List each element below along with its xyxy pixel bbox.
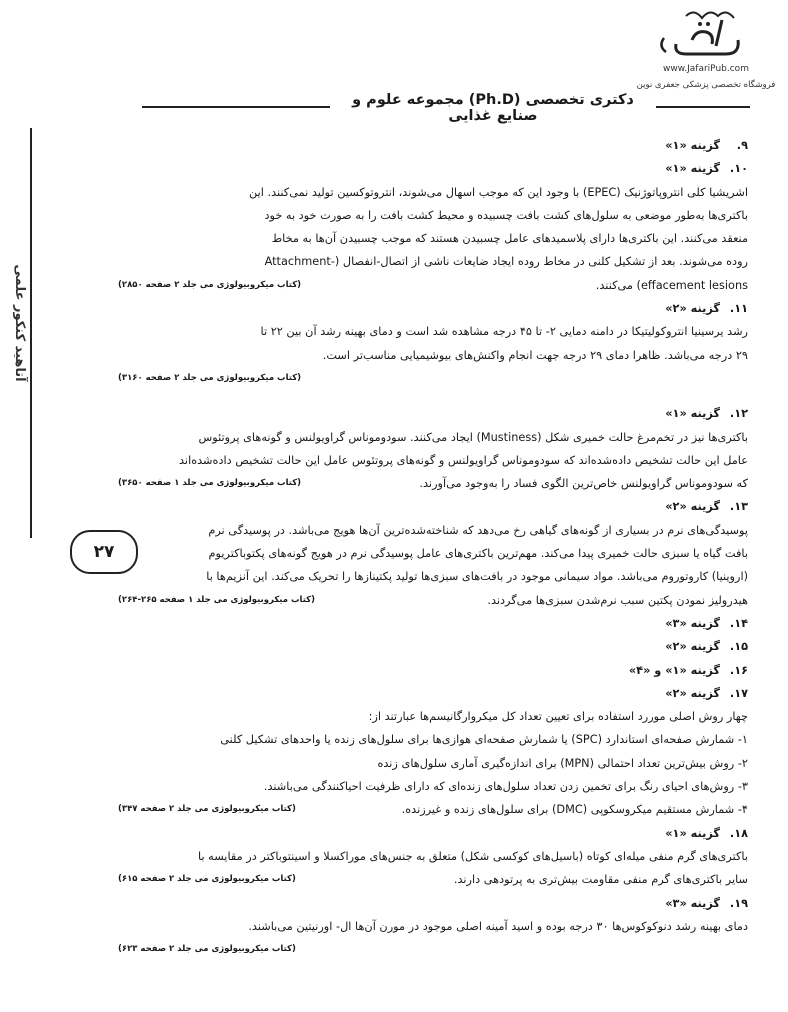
answer-label: گزینه «۱» [665,407,720,421]
answer-item-10 [118,157,748,180]
answer-label: گزینه «۱» [665,826,720,840]
source-row [118,938,748,961]
answer-label: گزینه «۱» [665,162,720,176]
item-number: ۱۷. [729,686,748,700]
source-citation: (کتاب میکروبیولوژی می جلد ۲ صفحه ۳۱۶۰) [118,372,302,383]
source-citation: (کتاب میکروبیولوژی می جلد ۲ صفحه ۶۱۵) [118,874,296,885]
item-number: ۱۸. [729,826,748,840]
explanation-last-row [118,798,748,821]
explanation-line: عامل این حالت تشخیص داده‌شده‌اند که سودوموناس گراویولنس و گونه‌های پروتئوس عامل این حالت تشخیص داده‌شده‌اند [179,453,748,467]
explanation-line: باکتری‌های گرم منفی میله‌ای کوتاه (باسیل‌های کوکسی شکل) متعلق به جنس‌های موراکسلا و اسینتوباکتر در مقایسه با [198,849,748,863]
side-tab-text: آتاهید کنکور علمی [12,264,27,382]
explanation-line: هیدرولیز نمودن پکتین سبب نرم‌شدن سبزی‌ها می‌گردند. [487,593,748,607]
item-number: ۱۶. [729,663,748,677]
item-number: ۱۵. [729,640,748,654]
explanation-line: ۴- شمارش مستقیم میکروسکوپی (DMC) برای سلول‌های زنده و غیرزنده. [401,803,748,817]
explanation-line: پوسیدگی‌های نرم در بسیاری از گونه‌های گیاهی رخ می‌دهد که شناخته‌شده‌ترین آن‌ها هویج می‌باشد. در پوسیدگی نرم [208,523,748,537]
explanation-line: چهار روش اصلی موررد استفاده برای تعیین تعداد کل میکروارگانیسم‌ها عبارتند از: [368,710,748,724]
source-citation: (کتاب میکروبیولوژی می جلد ۲ صفحه ۳۴۷) [118,804,296,815]
item-number: ۱۴. [729,616,748,630]
answer-list [118,134,748,961]
answer-label: گزینه «۳» [665,616,720,630]
source-citation: (کتاب میکروبیولوژی می جلد ۱ صفحه ۳۶۵۰) [118,478,302,489]
explanation-line: effacement lesions) می‌کنند. [595,278,748,292]
answer-item-19 [118,892,748,915]
explanation-line: سایر باکتری‌های گرم منفی مقاومت بیش‌تری به پرتودهی دارند. [453,873,748,887]
answer-item-18 [118,822,748,845]
answer-label: گزینه «۲» [665,640,720,654]
source-citation: (کتاب میکروبیولوژی می جلد ۲ صفحه ۶۲۳) [118,944,296,955]
explanation-last-row [118,274,748,297]
publisher-shop-name: فروشگاه تخصصی پزشکی جعفری نوین [636,80,776,90]
item-number: ۱۰. [729,162,748,176]
source-citation: (کتاب میکروبیولوژی می جلد ۱ صفحه ۲۶۵-۲۶۴) [118,594,315,605]
explanation-line: بافت گیاه یا سبزی حالت خمیری پیدا می‌کند. مهم‌ترین باکتری‌های عامل پوسیدگی نرم در هویج گونه‌های پکتوباکتریوم [208,547,748,561]
answer-item-13 [118,495,748,518]
explanation-line: روده می‌شوند. بعد از تشکیل کلنی در مخاط روده ایجاد ضایعات ناشی از اتصال-انفصال (-Attachment [264,255,748,269]
item-number: ۱۱. [729,302,748,316]
page-title: دکتری تخصصی (Ph.D) مجموعه علوم و صنایع غذایی [330,92,656,124]
answer-item-11 [118,297,748,320]
explanation-last-row [118,589,748,612]
answer-label: گزینه «۲» [665,686,720,700]
page-number: ۲۷ [70,530,138,574]
answer-label: گزینه «۱» و «۴» [628,663,720,677]
explanation-line: دمای بهینه رشد دنوکوکوس‌ها ۳۰ درجه بوده و اسید آمینه اصلی موجود در مورن آن‌ها ال- اورنیتین می‌باشند. [248,919,748,933]
source-row [118,367,748,390]
explanation-line: باکتری‌ها نیز در تخم‌مرغ حالت خمیری شکل (Mustiness) ایجاد می‌کنند. سودوموناس گراویولنس و گونه‌های پروتئوس [198,430,748,444]
explanation-last-row [118,868,748,891]
answer-item-9 [118,134,748,157]
explanation-line: رشد یرسینیا انتروکولیتیکا در دامنه دمایی ۲- تا ۴۵ درجه مشاهده شد است و دمای بهینه رشد آن بین ۲۲ تا [260,325,748,339]
explanation-line: ۲۹ درجه می‌باشد. ظاهرا دمای ۲۹ درجه جهت انجام واکنش‌های بیوشیمیایی مناسب‌تر است. [322,348,748,362]
answer-label: گزینه «۳» [665,896,720,910]
explanation-line: ۱- شمارش صفحه‌ای استاندارد (SPC) یا شمارش صفحه‌ای هوازی‌ها برای سلول‌های زنده یا واحدهای تشکیل کلنی [220,733,748,747]
jafari-logo-icon [656,10,756,62]
explanation-line: اشریشیا کلی انتروپاتوژنیک (EPEC) با وجود این که موجب اسهال می‌شوند، انتروتوکسین تولید نمی‌کنند. این [249,185,748,199]
answer-item-16 [118,659,748,682]
answer-item-17 [118,682,748,705]
item-number: ۱۹. [729,896,748,910]
source-citation: (کتاب میکروبیولوژی می جلد ۲ صفحه ۲۸۵۰) [118,279,302,290]
answer-item-15 [118,635,748,658]
explanation-line: ۲- روش بیش‌ترین تعداد احتمالی (MPN) برای اندازه‌گیری آماری سلول‌های زنده [377,756,748,770]
explanation-line: منعقد می‌کنند. این باکتری‌ها دارای پلاسمیدهای عامل چسبیدن هستند که موجب چسبیدن آن‌ها به مخاط [271,232,748,246]
publisher-logo [636,8,776,90]
explanation-line: باکتری‌ها به‌طور موضعی به سلول‌های کشت بافت چسبیده و محیط کشت بافت را به صورت خود به خود [264,208,748,222]
publisher-url[interactable]: www.JafariPub.com [663,64,749,74]
answer-item-14 [118,612,748,635]
explanation-last-row [118,472,748,495]
answer-label: گزینه «۲» [665,500,720,514]
explanation-line: ۳- روش‌های احیای رنگ برای تخمین زدن تعداد سلول‌های زنده‌ای که دارای ظرفیت احیاکنندگی می‌باشند. [263,780,748,794]
answer-label: گزینه «۲» [665,302,720,316]
answer-label: گزینه «۱» [665,139,720,152]
answer-item-12 [118,402,748,425]
item-number: ۱۳. [729,500,748,514]
explanation-line: (اروینیا) کاروتوروم می‌باشد. مواد سیمانی موجود در بافت‌های سبزی‌ها تولید پکتینازها را تحریک می‌کند. این آنزیم‌ها با [206,570,748,584]
item-number: ۹. [736,139,748,152]
item-number: ۱۲. [729,407,748,421]
explanation-line: که سودوموناس گراویولنس خاص‌ترین الگوی فساد را به‌وجود می‌آورند. [419,477,748,491]
